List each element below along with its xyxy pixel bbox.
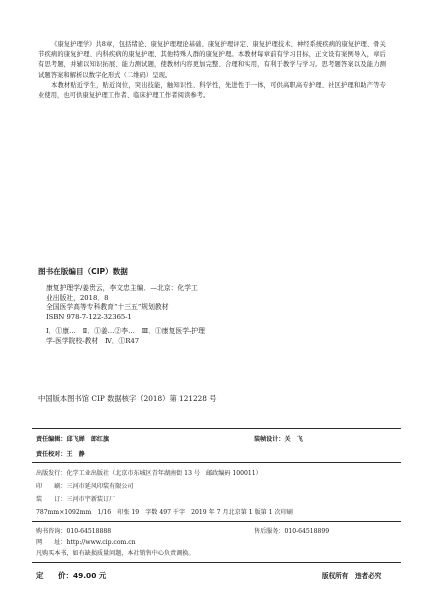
cip-title: 图书在版编目（CIP）数据: [38, 267, 128, 276]
binder-info: 装 订：三河市宇新装订厂: [36, 496, 116, 503]
intro-paragraph-2: 本教材贴近学生，贴近岗位，突出技能，触知识性、科学性，先进性于一体，可供高职高专护理、社区护理和助产等专业使用，也可供康复护理工作者、临床护理工作者阅读参考。: [38, 81, 386, 100]
copyright-notice: 版权所有 违者必究: [322, 572, 382, 580]
website[interactable]: 网 址：http://www.cip.com.cn: [36, 539, 136, 546]
cip-line-publisher: 业出版社，2018．8: [46, 293, 109, 302]
price: 定 价：49.00 元: [36, 571, 107, 580]
book-introduction: [38, 40, 386, 101]
divider-editors: [32, 462, 401, 463]
cip-line-classification-cont: 学-医学院校-教材 Ⅳ．①R47: [46, 336, 140, 345]
proofreader: 责任校对：王 静: [36, 451, 85, 458]
publisher-info: 出版发行：化学工业出版社（北京市东城区青年湖南街 13 号 邮政编码 100011）: [36, 470, 262, 477]
cip-line-isbn: ISBN 978-7-122-32365-1: [46, 312, 132, 321]
cip-line-title-authors: 康复护理学/姜贵云，李文忠主编．—北京：化学工: [46, 284, 198, 292]
cip-line-classification: Ⅰ．①康… Ⅱ．①姜…②李… Ⅲ．①康复医学-护理: [46, 327, 205, 336]
purchase-hotline: 购书咨询：010-64518888: [36, 528, 112, 535]
intro-paragraph-1: 《康复护理学》共8章，包括绪论、康复护理理论基础、康复护理评定、康复护理技术、神经系统疾病的康复护理、骨关节疾病的康复护理、内科疾病的康复护理、其他特殊人群的康复护理。本教材每章前有学习目标，正文设有案例导入，章后有思考题，并辅以知识拓展、能力测试题，使教材内容更加完整、合理和实用，有利于教学与学习。思考题答案以及能力测试题答案和解析以数字化形式（二维码）呈现。: [38, 41, 386, 79]
divider-publication: [32, 521, 401, 522]
exchange-notice: 凡购买本书，如有缺损质量问题，本社销售中心负责调换。: [36, 550, 195, 557]
cover-design: 装帧设计：关 飞: [254, 436, 303, 443]
cip-data-block: [46, 284, 386, 347]
chief-editor: 责任编辑：邱飞婵 郎红旗: [36, 436, 110, 443]
printer-info: 印 刷：三河市延风印装有限公司: [36, 483, 134, 490]
cip-line-series: 全国医学高等专科教育“十三五”规划教材: [46, 303, 169, 312]
divider-bottom: [32, 562, 401, 563]
after-sales-hotline: 售后服务：010-64518899: [254, 528, 330, 535]
print-specs: 787mm×1092mm 1/16 印张 19 字数 497 千字 2019 年 7 月北京第 1 版第 1 次印刷: [36, 509, 293, 516]
divider-top: [32, 428, 401, 429]
cip-record-number: 中国版本图书馆 CIP 数据核字（2018）第 121228 号: [38, 394, 217, 403]
